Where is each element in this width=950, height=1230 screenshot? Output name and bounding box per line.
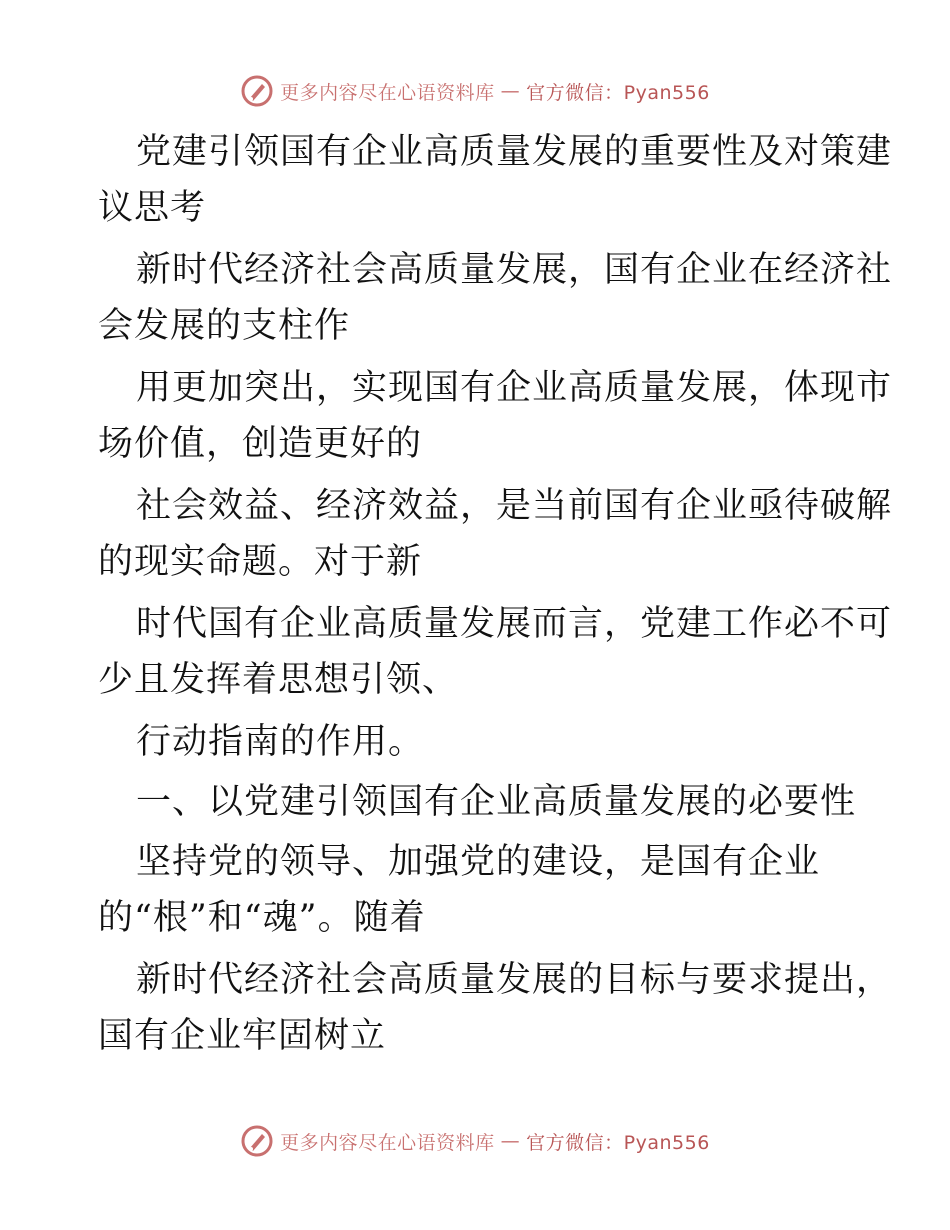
paragraph-line: 用更加突出，实现国有企业高质量发展，体现市 (136, 368, 893, 408)
section-heading: 一、以党建引领国有企业高质量发展的必要性 (136, 782, 857, 822)
pen-seal-logo-icon (240, 74, 274, 108)
paragraph-line: 国有企业牢固树立 (98, 1016, 387, 1056)
header-watermark (0, 71, 950, 111)
watermark-separator: — (500, 1130, 521, 1152)
paragraph-line: 时代国有企业高质量发展而言，党建工作必不可 (136, 604, 893, 644)
watermark-brand: 更多内容尽在心语资料库 (280, 1131, 495, 1154)
paragraph-line: 少且发挥着思想引领、 (98, 660, 459, 700)
paragraph-line: 坚持党的领导、加强党的建设，是国有企业 (136, 842, 821, 882)
paragraph-line: 新时代经济社会高质量发展，国有企业在经济社 (136, 250, 893, 290)
paragraph-line: 的现实命题。对于新 (98, 542, 423, 582)
watermark-brand: 更多内容尽在心语资料库 (280, 81, 495, 104)
paragraph-line: 会发展的支柱作 (98, 306, 351, 346)
paragraph-line: 行动指南的作用。 (136, 722, 425, 762)
pen-seal-logo-icon (240, 1124, 274, 1158)
paragraph-line: 新时代经济社会高质量发展的目标与要求提出， (136, 960, 893, 1000)
paragraph-line: 社会效益、经济效益，是当前国有企业亟待破解 (136, 486, 893, 526)
paragraph-line: 场价值，创造更好的 (98, 424, 423, 464)
title-line-2: 议思考 (98, 188, 207, 228)
title-line-1: 党建引领国有企业高质量发展的重要性及对策建 (136, 132, 893, 172)
watermark-contact: 官方微信：Pyan556 (526, 81, 710, 104)
watermark-separator: — (500, 80, 521, 102)
footer-watermark (0, 1121, 950, 1161)
watermark-contact: 官方微信：Pyan556 (526, 1131, 710, 1154)
paragraph-line: 的“根”和“魂”。随着 (98, 898, 426, 938)
